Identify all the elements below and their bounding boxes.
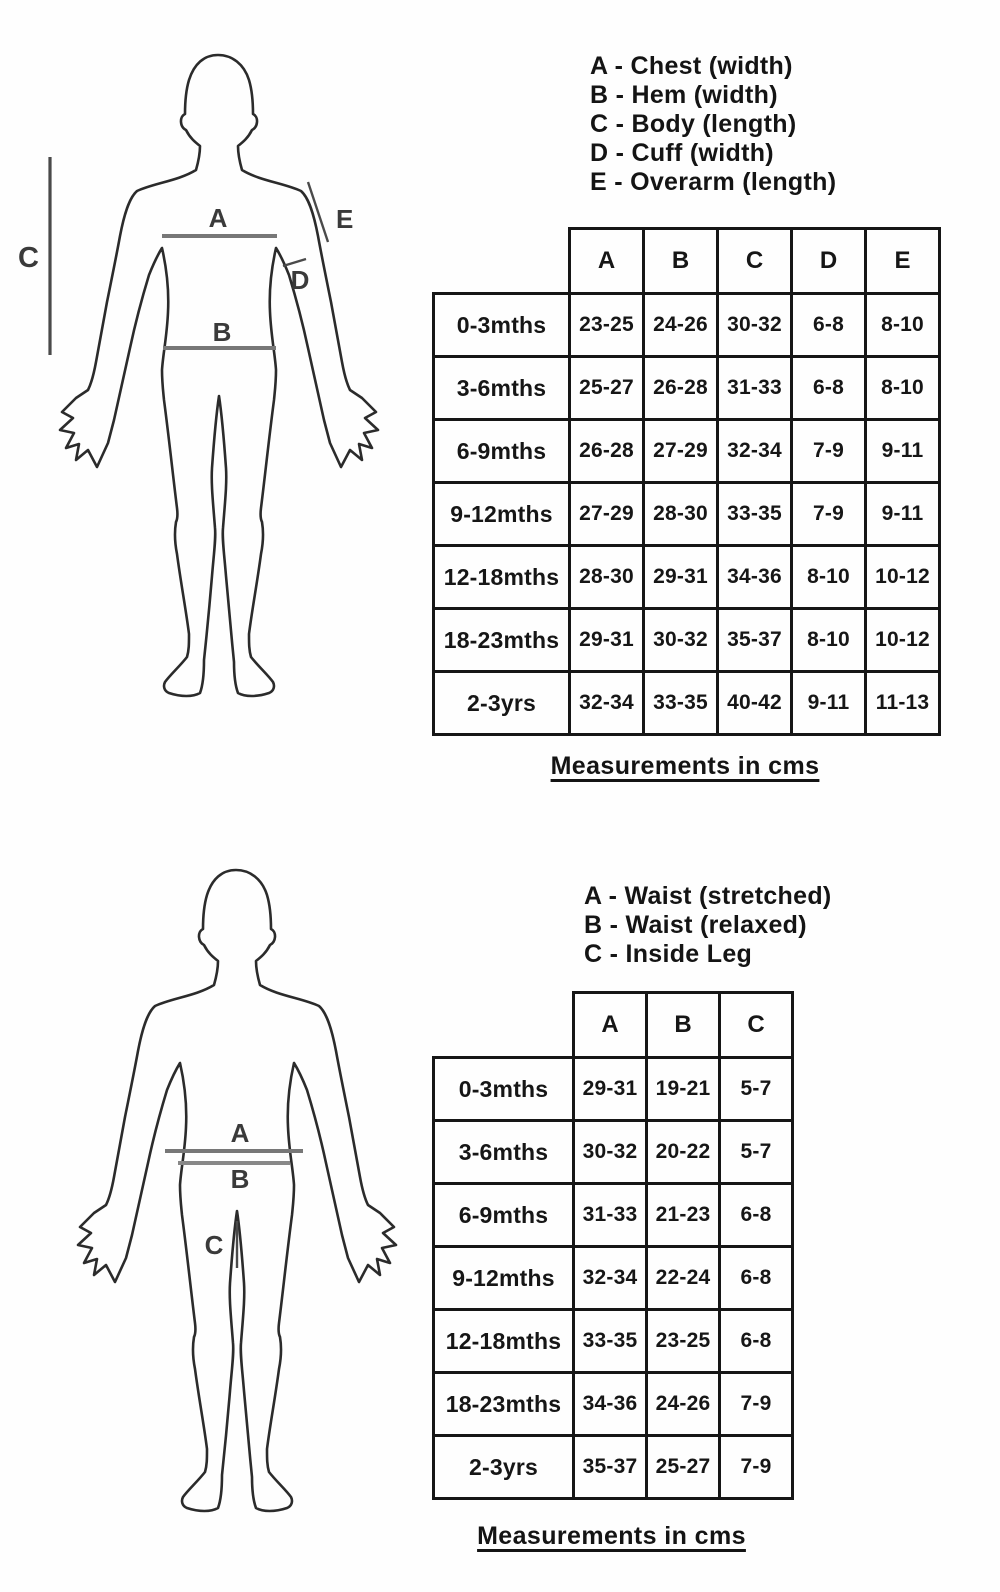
value-cell: 33-35 xyxy=(574,1310,647,1373)
column-header: B xyxy=(647,993,720,1058)
measure-label-b: B xyxy=(230,1164,250,1194)
value-cell: 24-26 xyxy=(644,294,718,357)
value-cell: 30-32 xyxy=(574,1121,647,1184)
value-cell: 32-34 xyxy=(718,420,792,483)
value-cell: 23-25 xyxy=(647,1310,720,1373)
value-cell: 9-11 xyxy=(866,420,940,483)
table-row xyxy=(434,1373,793,1436)
age-label-cell: 0-3mths xyxy=(434,294,570,357)
value-cell: 6-8 xyxy=(720,1184,793,1247)
value-cell: 24-26 xyxy=(647,1373,720,1436)
value-cell: 8-10 xyxy=(866,294,940,357)
table-row xyxy=(434,1310,793,1373)
value-cell: 26-28 xyxy=(644,357,718,420)
table-header-row xyxy=(434,993,793,1058)
value-cell: 9-11 xyxy=(792,672,866,735)
column-header: C xyxy=(718,229,792,294)
value-cell: 31-33 xyxy=(718,357,792,420)
value-cell: 29-31 xyxy=(574,1058,647,1121)
value-cell: 27-29 xyxy=(570,483,644,546)
table-header-row xyxy=(434,229,940,294)
value-cell: 33-35 xyxy=(718,483,792,546)
value-cell: 20-22 xyxy=(647,1121,720,1184)
table-row xyxy=(434,357,940,420)
value-cell: 34-36 xyxy=(574,1373,647,1436)
column-header: D xyxy=(792,229,866,294)
value-cell: 28-30 xyxy=(644,483,718,546)
corner-cell xyxy=(434,229,570,294)
value-cell: 8-10 xyxy=(792,546,866,609)
value-cell: 23-25 xyxy=(570,294,644,357)
legend-line: D - Cuff (width) xyxy=(590,139,774,167)
table-row xyxy=(434,1058,793,1121)
value-cell: 5-7 xyxy=(720,1058,793,1121)
age-label-cell: 18-23mths xyxy=(434,609,570,672)
corner-cell xyxy=(434,993,574,1058)
value-cell: 7-9 xyxy=(792,420,866,483)
legend-line: E - Overarm (length) xyxy=(590,168,837,196)
value-cell: 21-23 xyxy=(647,1184,720,1247)
value-cell: 7-9 xyxy=(792,483,866,546)
column-header: A xyxy=(574,993,647,1058)
value-cell: 10-12 xyxy=(866,609,940,672)
value-cell: 27-29 xyxy=(644,420,718,483)
legend-line: C - Body (length) xyxy=(590,110,797,138)
value-cell: 35-37 xyxy=(574,1436,647,1499)
value-cell: 25-27 xyxy=(570,357,644,420)
value-cell: 6-8 xyxy=(720,1247,793,1310)
value-cell: 29-31 xyxy=(644,546,718,609)
table-row xyxy=(434,420,940,483)
measure-label-a: A xyxy=(208,203,228,233)
measure-label-e: E xyxy=(336,204,354,234)
value-cell: 31-33 xyxy=(574,1184,647,1247)
age-label-cell: 3-6mths xyxy=(434,357,570,420)
age-label-cell: 9-12mths xyxy=(434,483,570,546)
value-cell: 19-21 xyxy=(647,1058,720,1121)
value-cell: 30-32 xyxy=(718,294,792,357)
bottom-legend xyxy=(584,882,832,969)
value-cell: 26-28 xyxy=(570,420,644,483)
table-row xyxy=(434,1247,793,1310)
age-label-cell: 12-18mths xyxy=(434,546,570,609)
value-cell: 5-7 xyxy=(720,1121,793,1184)
top-size-table xyxy=(432,227,941,736)
measure-label-c: C xyxy=(204,1230,224,1260)
legend-line: A - Chest (width) xyxy=(590,52,793,80)
table-row xyxy=(434,1436,793,1499)
value-cell: 35-37 xyxy=(718,609,792,672)
age-label-cell: 2-3yrs xyxy=(434,672,570,735)
value-cell: 34-36 xyxy=(718,546,792,609)
table-row xyxy=(434,483,940,546)
value-cell: 32-34 xyxy=(570,672,644,735)
age-label-cell: 0-3mths xyxy=(434,1058,574,1121)
value-cell: 40-42 xyxy=(718,672,792,735)
value-cell: 22-24 xyxy=(647,1247,720,1310)
legend-line: B - Waist (relaxed) xyxy=(584,911,807,939)
top-caption: Measurements in cms xyxy=(550,752,820,780)
value-cell: 30-32 xyxy=(644,609,718,672)
age-label-cell: 12-18mths xyxy=(434,1310,574,1373)
column-header: B xyxy=(644,229,718,294)
legend-line: A - Waist (stretched) xyxy=(584,882,832,910)
age-label-cell: 3-6mths xyxy=(434,1121,574,1184)
value-cell: 6-8 xyxy=(792,357,866,420)
age-label-cell: 18-23mths xyxy=(434,1373,574,1436)
age-label-cell: 2-3yrs xyxy=(434,1436,574,1499)
table-row xyxy=(434,546,940,609)
bottom-size-table xyxy=(432,991,794,1500)
column-header: E xyxy=(866,229,940,294)
table-row xyxy=(434,294,940,357)
value-cell: 6-8 xyxy=(792,294,866,357)
measure-label-a: A xyxy=(230,1118,250,1148)
body-outline xyxy=(60,55,378,696)
value-cell: 11-13 xyxy=(866,672,940,735)
value-cell: 10-12 xyxy=(866,546,940,609)
legend-line: C - Inside Leg xyxy=(584,940,753,968)
value-cell: 25-27 xyxy=(647,1436,720,1499)
measure-label-d: D xyxy=(290,265,310,295)
value-cell: 7-9 xyxy=(720,1373,793,1436)
value-cell: 32-34 xyxy=(574,1247,647,1310)
column-header: C xyxy=(720,993,793,1058)
value-cell: 33-35 xyxy=(644,672,718,735)
value-cell: 9-11 xyxy=(866,483,940,546)
age-label-cell: 6-9mths xyxy=(434,420,570,483)
legend-line: B - Hem (width) xyxy=(590,81,778,109)
bottom-caption: Measurements in cms xyxy=(477,1522,746,1550)
age-label-cell: 6-9mths xyxy=(434,1184,574,1247)
measure-label-b: B xyxy=(212,317,232,347)
column-header: A xyxy=(570,229,644,294)
value-cell: 28-30 xyxy=(570,546,644,609)
age-label-cell: 9-12mths xyxy=(434,1247,574,1310)
table-row xyxy=(434,1121,793,1184)
upper-body-diagram xyxy=(10,40,430,730)
value-cell: 8-10 xyxy=(792,609,866,672)
value-cell: 7-9 xyxy=(720,1436,793,1499)
top-legend xyxy=(590,52,836,197)
value-cell: 29-31 xyxy=(570,609,644,672)
lower-body-diagram xyxy=(28,855,448,1545)
table-row xyxy=(434,609,940,672)
value-cell: 8-10 xyxy=(866,357,940,420)
table-row xyxy=(434,672,940,735)
measure-label-c: C xyxy=(18,242,39,274)
table-row xyxy=(434,1184,793,1247)
value-cell: 6-8 xyxy=(720,1310,793,1373)
